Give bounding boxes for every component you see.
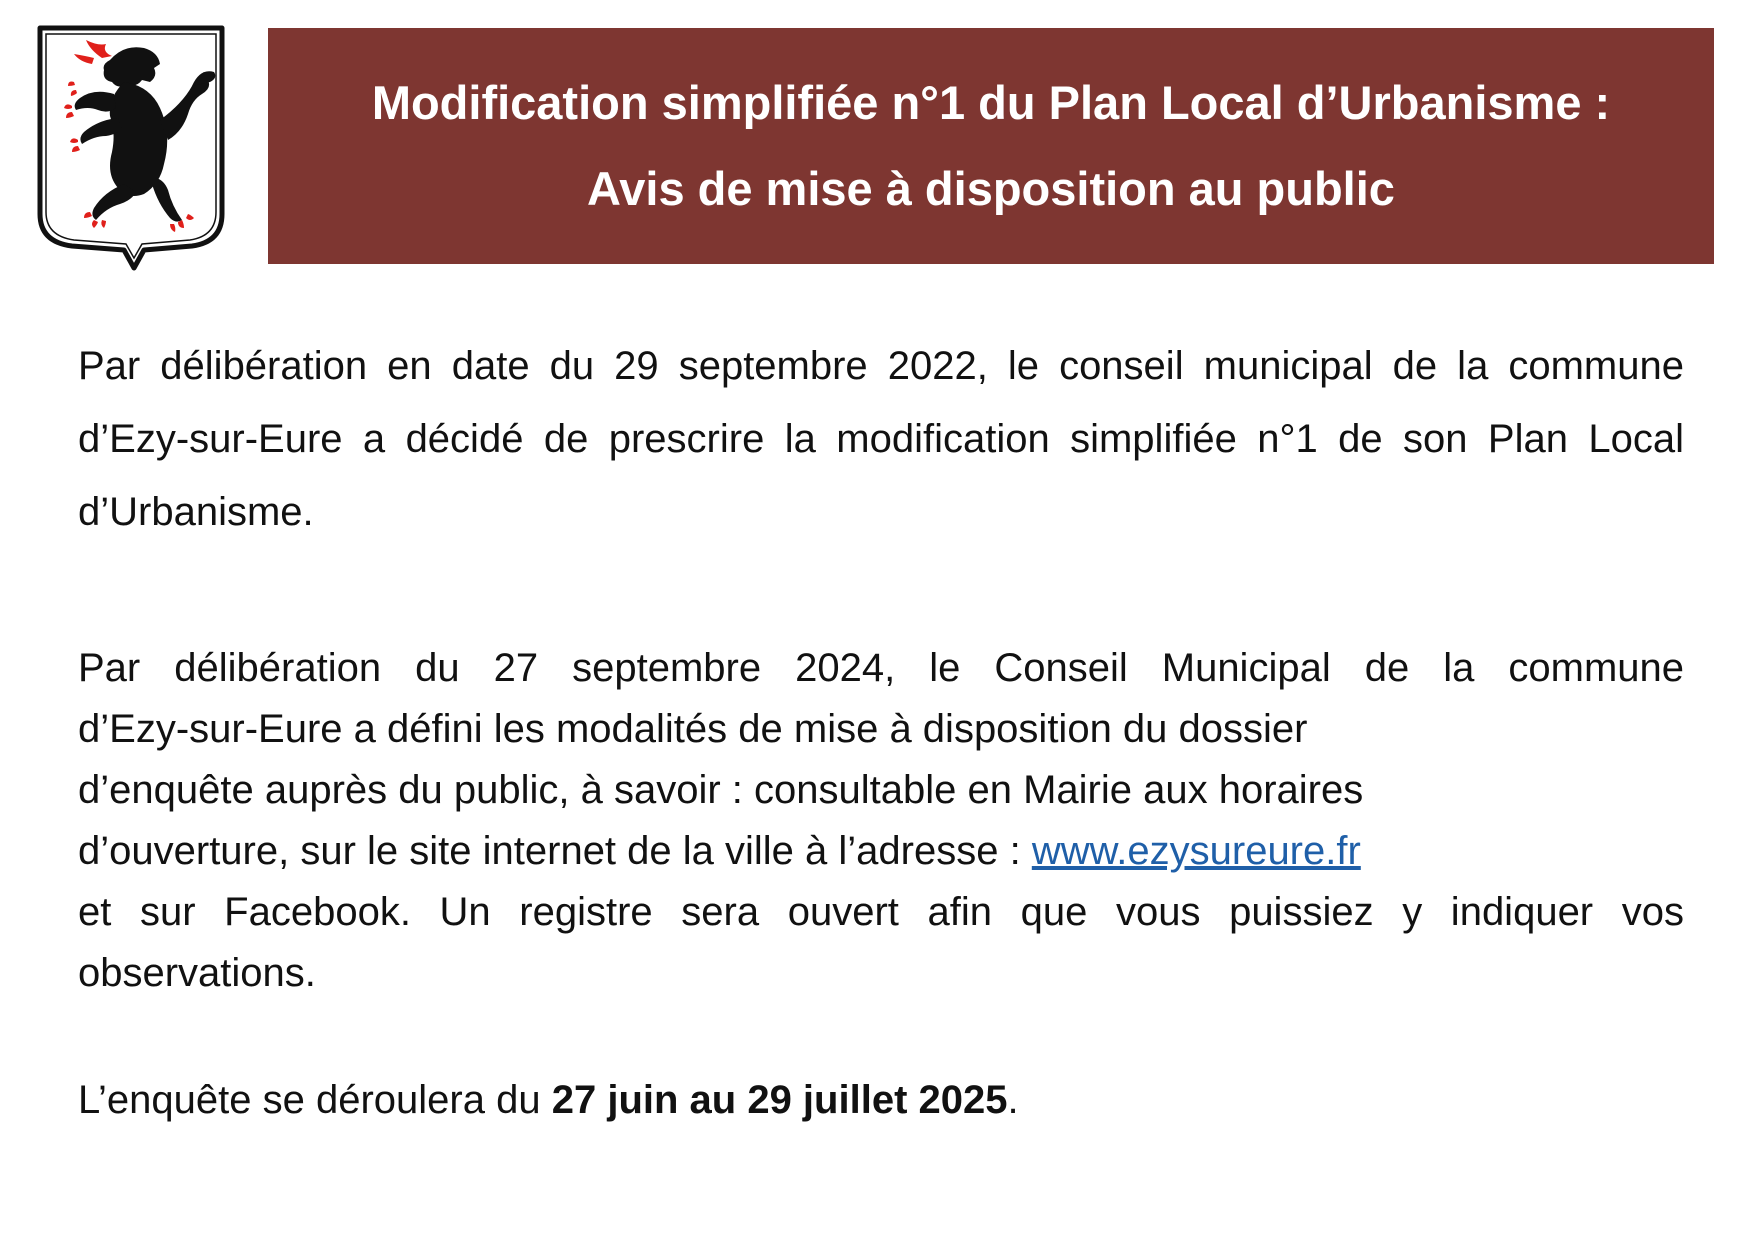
paragraph-modalities — [78, 638, 1684, 1004]
paragraph-line: d’enquête auprès du public, à savoir : consultable en Mairie aux horaires — [78, 768, 1364, 812]
title-banner — [268, 28, 1714, 264]
paragraph-line: observations. — [78, 951, 316, 995]
paragraph-line: d’Ezy-sur-Eure a défini les modalités de mise à disposition du dossier — [78, 707, 1308, 751]
paragraph-line: et sur Facebook. Un registre sera ouvert afin que vous puissiez y indiquer vos — [78, 890, 1684, 934]
lion-rampant-icon — [32, 24, 232, 274]
paragraph-prescription: Par délibération en date du 29 septembre 2022, le conseil municipal de la commune d’Ezy-sur-Eure a décidé de prescrire la modification simplifiée n°1 de son Plan Local d’Urbanisme. — [78, 344, 1684, 534]
paragraph-line: Par délibération du 27 septembre 2024, le Conseil Municipal de la commune — [78, 646, 1684, 690]
inquiry-prefix: L’enquête se déroulera du — [78, 1078, 552, 1122]
address-label: d’ouverture, sur le site internet de la ville à l’adresse : — [78, 829, 1032, 873]
title-line-2: Avis de mise à disposition au public — [587, 162, 1395, 215]
paragraph-inquiry-dates — [78, 1070, 1684, 1131]
inquiry-dates: 27 juin au 29 juillet 2025 — [551, 1078, 1008, 1122]
coat-of-arms-logo — [32, 24, 232, 274]
website-link[interactable]: www.ezysureure.fr — [1031, 829, 1361, 873]
paragraph-line-with-link — [78, 821, 1684, 882]
inquiry-suffix: . — [1007, 1078, 1019, 1122]
title-line-1: Modification simplifiée n°1 du Plan Local d’Urbanisme : — [371, 76, 1611, 129]
